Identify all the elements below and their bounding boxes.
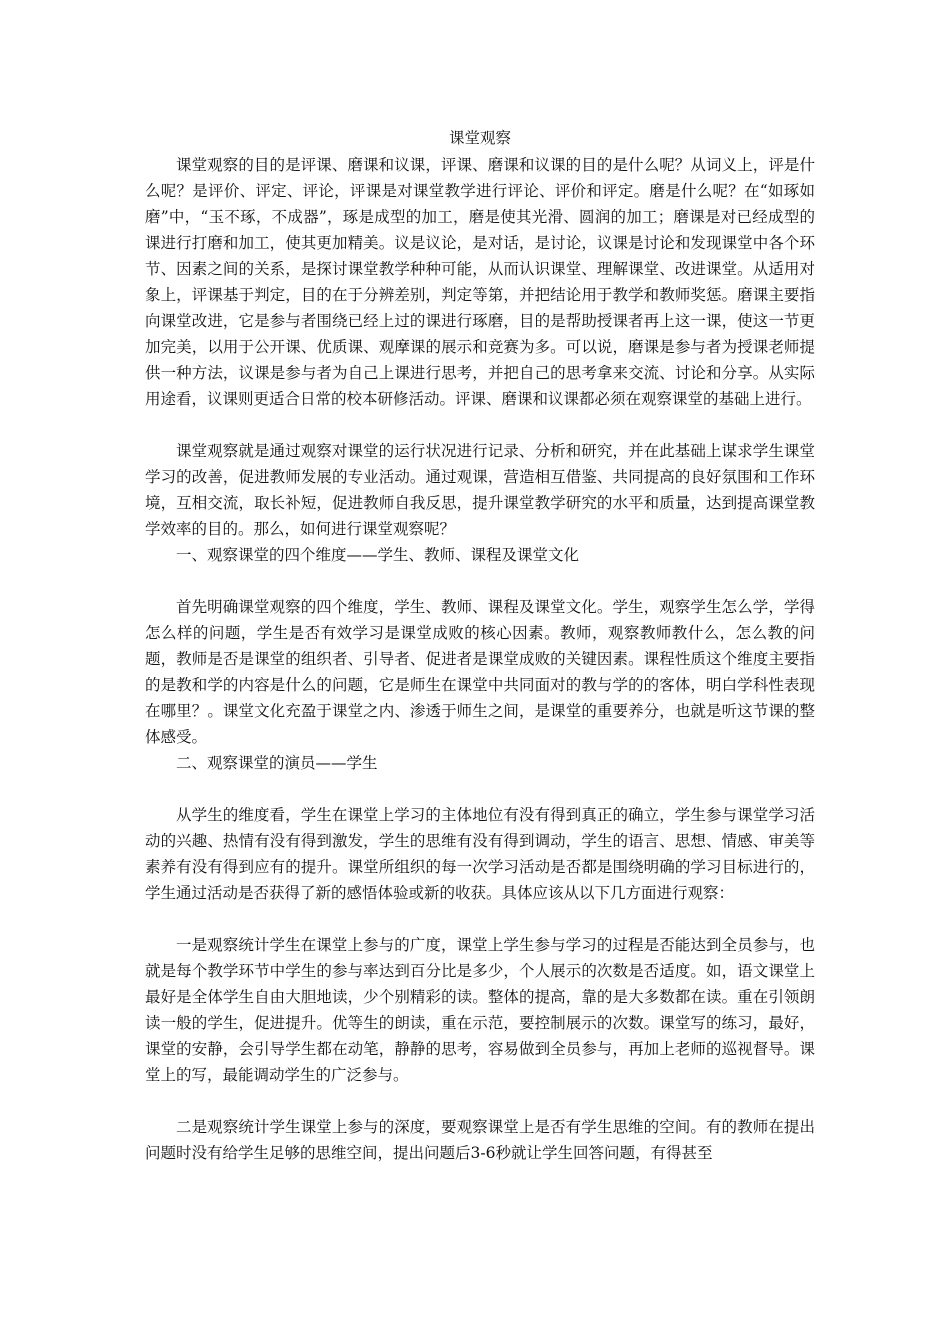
paragraph-intro: 课堂观察的目的是评课、磨课和议课，评课、磨课和议课的目的是什么呢？从词义上，评是什么呢？是评价、评定、评论，评课是对课堂教学进行评论、评价和评定。磨是什么呢？在“如琢如磨”中，“玉不琢，不成器”，琢是成型的加工，磨是使其光滑、圆润的加工；磨课是对已经成型的课进行打磨和加工，使其更加精美。议是议论，是对话，是讨论，议课是讨论和发现课堂中各个环节、因素之间的关系，是探讨课堂教学种种可能，从而认识课堂、理解课堂、改进课堂。从适用对象上，评课基于判定，目的在于分辨差别，判定等第，并把结论用于教学和教师奖惩。磨课主要指向课堂改进，它是参与者围绕已经上过的课进行琢磨，目的是帮助授课者再上这一课，使这一节更加完美，以用于公开课、优质课、观摩课的展示和竞赛为多。可以说，磨课是参与者为授课老师提供一种方法，议课是参与者为自己上课进行思考，并把自己的思考拿来交流、讨论和分享。从实际用途看，议课则更适合日常的校本研修活动。评课、磨课和议课都必须在观察课堂的基础上进行。 [145, 156, 815, 408]
section-heading-2: 二、观察课堂的演员——学生 [176, 754, 378, 772]
document-title: 课堂观察 [448, 129, 511, 147]
paragraph-definition: 课堂观察就是通过观察对课堂的运行状况进行记录、分析和研究，并在此基础上谋求学生课堂学习的改善，促进教师发展的专业活动。通过观课，营造相互借鉴、共同提高的良好氛围和工作环境，互相交流，取长补短，促进教师自我反思，提升课堂教学研究的水平和质量，达到提高课堂教学效率的目的。那么，如何进行课堂观察呢？ [145, 442, 815, 538]
paragraph-four-dimensions: 首先明确课堂观察的四个维度，学生、教师、课程及课堂文化。学生，观察学生怎么学，学得怎么样的问题，学生是否有效学习是课堂成败的核心因素。教师，观察教师教什么，怎么教的问题，教师是否是课堂的组织者、引导者、促进者是课堂成败的关键因素。课程性质这个维度主要指的是教和学的内容是什么的问题，它是师生在课堂中共同面对的教与学的的客体，明白学科性表现在哪里？。课堂文化充盈于课堂之内、渗透于师生之间，是课堂的重要养分，也就是听这节课的整体感受。 [145, 598, 815, 746]
paragraph-participation-depth: 二是观察统计学生课堂上参与的深度，要观察课堂上是否有学生思维的空间。有的教师在提出问题时没有给学生足够的思维空间，提出问题后3-6秒就让学生回答问题，有得甚至 [145, 1118, 815, 1162]
paragraph-student-dimension: 从学生的维度看，学生在课堂上学习的主体地位有没有得到真正的确立，学生参与课堂学习活动的兴趣、热情有没有得到激发，学生的思维有没有得到调动，学生的语言、思想、情感、审美等素养有没有得到应有的提升。课堂所组织的每一次学习活动是否都是围绕明确的学习目标进行的，学生通过活动是否获得了新的感悟体验或新的收获。具体应该从以下几方面进行观察： [145, 806, 815, 902]
document-page [145, 124, 815, 1166]
section-heading-1: 一、观察课堂的四个维度——学生、教师、课程及课堂文化 [176, 546, 580, 564]
paragraph-participation-breadth: 一是观察统计学生在课堂上参与的广度，课堂上学生参与学习的过程是否能达到全员参与，也就是每个教学环节中学生的参与率达到百分比是多少，个人展示的次数是否适度。如，语文课堂上最好是全体学生自由大胆地读，少个别精彩的读。整体的提高，靠的是大多数都在读。重在引领朗读一般的学生，促进提升。优等生的朗读，重在示范，要控制展示的次数。课堂写的练习，最好，课堂的安静，会引导学生都在动笔，静静的思考，容易做到全员参与，再加上老师的巡视督导。课堂上的写，最能调动学生的广泛参与。 [145, 936, 815, 1084]
